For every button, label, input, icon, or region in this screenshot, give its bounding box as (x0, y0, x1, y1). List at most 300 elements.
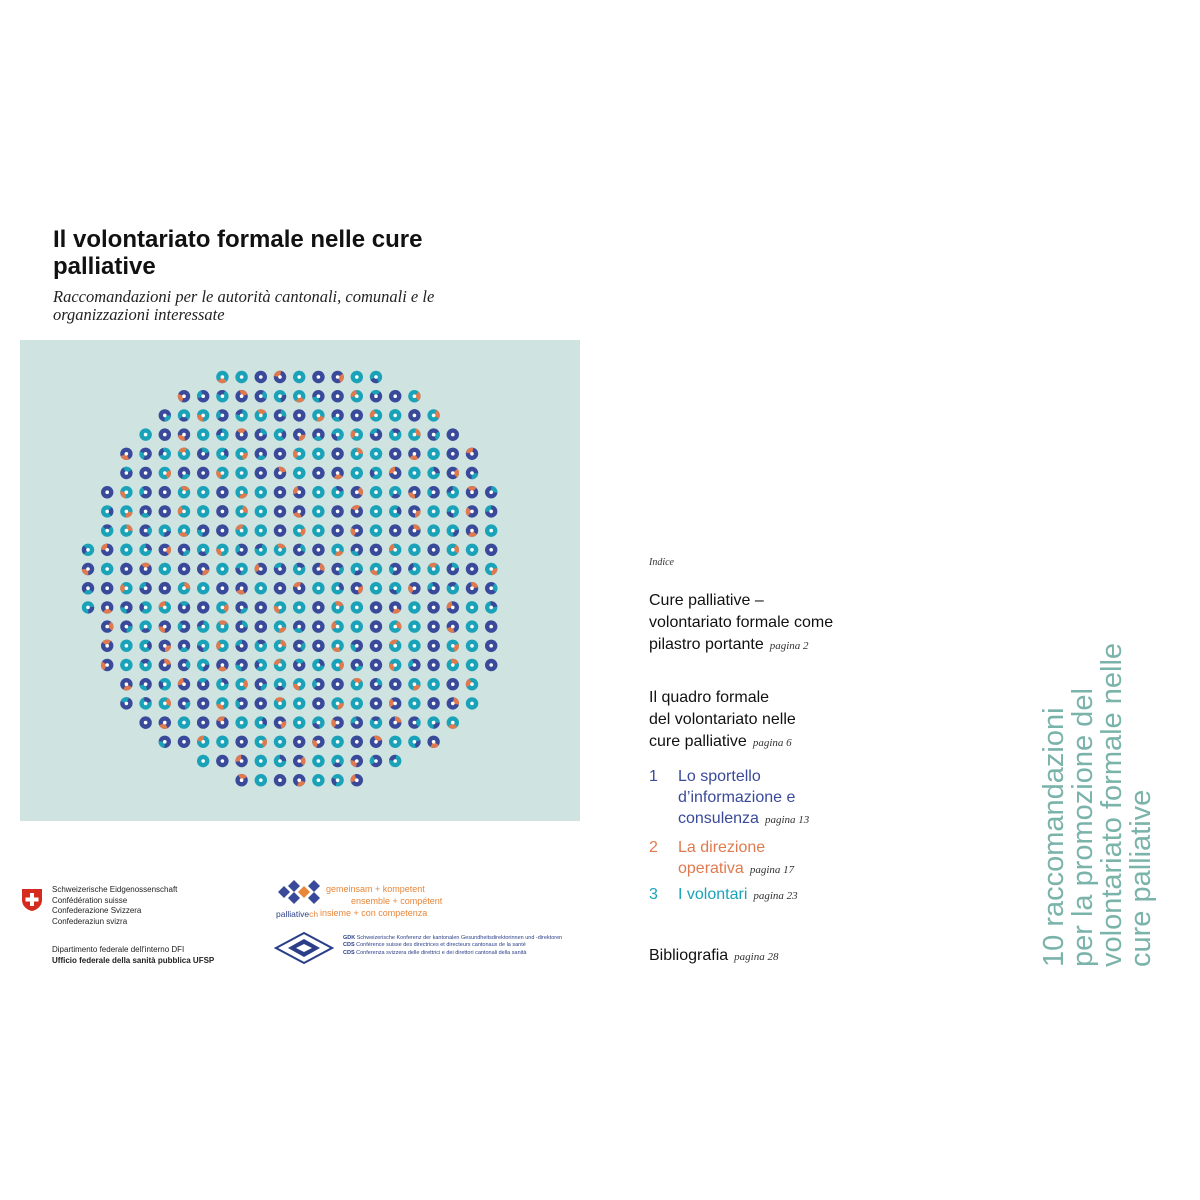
illustration-dot (255, 774, 267, 786)
illustration-dot (389, 467, 401, 479)
illustration-dot (389, 409, 401, 421)
illustration-dot (274, 774, 286, 786)
illustration-dot (101, 486, 113, 498)
illustration-dot (255, 620, 267, 632)
illustration-dot (139, 544, 151, 556)
toc-entry-line: del volontariato nelle (649, 711, 796, 728)
illustration-dot (159, 582, 171, 594)
illustration-dot (466, 467, 478, 479)
illustration-dot (466, 659, 478, 671)
vertical-title-line: cure palliative (1125, 789, 1157, 967)
illustration-dot (159, 716, 171, 728)
illustration-dot (370, 678, 382, 690)
illustration-dot (274, 620, 286, 632)
illustration-dot (351, 544, 363, 556)
illustration-dot (120, 601, 132, 613)
toc-entry-cure-palliative[interactable] (649, 590, 833, 657)
illustration-dot (120, 486, 132, 498)
illustration-dot (351, 467, 363, 479)
illustration-dot (255, 371, 267, 383)
illustration-dot (255, 582, 267, 594)
illustration-dot (389, 640, 401, 652)
illustration-dot (178, 505, 190, 517)
illustration-dot (139, 467, 151, 479)
illustration-dot (447, 448, 459, 460)
illustration-dot (312, 620, 324, 632)
illustration-dot (101, 544, 113, 556)
recommendation-number: 1 (649, 768, 658, 785)
illustration-dot (235, 448, 247, 460)
illustration-dot (389, 697, 401, 709)
illustration-dot (331, 505, 343, 517)
illustration-dot (216, 486, 228, 498)
illustration-dot (293, 697, 305, 709)
illustration-dot (293, 371, 305, 383)
illustration-dot (427, 659, 439, 671)
illustration-dot (408, 716, 420, 728)
illustration-dot (331, 428, 343, 440)
illustration-dot (312, 505, 324, 517)
illustration-dot (216, 505, 228, 517)
illustration-dot (159, 467, 171, 479)
illustration-dot (235, 678, 247, 690)
illustration-dot (293, 390, 305, 402)
illustration-dot (427, 697, 439, 709)
illustration-dot (293, 678, 305, 690)
illustration-dot (178, 409, 190, 421)
document-subtitle: Raccomandazioni per le autorità cantonali, comunali e le organizzazioni interessate (53, 287, 435, 324)
illustration-dot (274, 448, 286, 460)
illustration-dot (216, 697, 228, 709)
swiss-shield-icon (20, 888, 44, 912)
illustration-dot (216, 755, 228, 767)
page-reference: pagina 2 (769, 640, 809, 652)
illustration-dot (159, 640, 171, 652)
illustration-dot (274, 582, 286, 594)
illustration-dot (312, 486, 324, 498)
illustration-dot (139, 582, 151, 594)
cds-fr-line: CDS Conférence suisse des directrices et directeurs cantonaux de la santé (343, 942, 526, 949)
illustration-dot (312, 563, 324, 575)
vertical-series-title (1040, 622, 1160, 967)
illustration-dot (255, 505, 267, 517)
illustration-dot (197, 563, 209, 575)
illustration-dot (370, 428, 382, 440)
illustration-dot (331, 409, 343, 421)
illustration-dot (178, 716, 190, 728)
illustration-dot (216, 563, 228, 575)
illustration-dot (447, 544, 459, 556)
illustration-dot (197, 448, 209, 460)
illustration-dot (274, 390, 286, 402)
illustration-dot (101, 563, 113, 575)
illustration-dot (447, 620, 459, 632)
illustration-dot (216, 620, 228, 632)
illustration-dot (293, 505, 305, 517)
illustration-dot (139, 659, 151, 671)
illustration-dot (466, 448, 478, 460)
illustration-dot (447, 505, 459, 517)
illustration-dot (216, 736, 228, 748)
illustration-dot (274, 678, 286, 690)
illustration-dot (485, 601, 497, 613)
illustration-dot (178, 678, 190, 690)
illustration-dot (447, 563, 459, 575)
illustration-dot (427, 428, 439, 440)
illustration-dot (408, 640, 420, 652)
illustration-dot (216, 371, 228, 383)
illustration-dot (139, 716, 151, 728)
illustration-dot (312, 409, 324, 421)
illustration-dot (447, 659, 459, 671)
illustration-dot (235, 736, 247, 748)
illustration-dot (293, 716, 305, 728)
cover-illustration (20, 340, 580, 821)
illustration-dot (389, 448, 401, 460)
illustration-dot (216, 659, 228, 671)
illustration-dot (351, 582, 363, 594)
illustration-dot (159, 678, 171, 690)
illustration-dot (120, 448, 132, 460)
illustration-dot (235, 659, 247, 671)
illustration-dot (235, 505, 247, 517)
illustration-dot (120, 640, 132, 652)
illustration-dot (255, 428, 267, 440)
illustration-dot (331, 620, 343, 632)
confederation-name-it: Confederazione Svizzera (52, 906, 142, 915)
illustration-dot (408, 409, 420, 421)
illustration-dot (159, 428, 171, 440)
illustration-dot (331, 390, 343, 402)
illustration-dot (139, 697, 151, 709)
illustration-dot (293, 524, 305, 536)
gdk-emblem-icon (274, 932, 334, 964)
illustration-dot (312, 448, 324, 460)
illustration-dot (120, 678, 132, 690)
illustration-dot (351, 620, 363, 632)
illustration-dot (466, 640, 478, 652)
illustration-dot (178, 640, 190, 652)
illustration-dot (485, 524, 497, 536)
illustration-dot (197, 390, 209, 402)
illustration-dot (235, 601, 247, 613)
illustration-dot (408, 524, 420, 536)
illustration-dot (216, 640, 228, 652)
illustration-dot (447, 428, 459, 440)
illustration-dot (408, 736, 420, 748)
illustration-dot (389, 486, 401, 498)
illustration-dot (197, 524, 209, 536)
illustration-dot (466, 620, 478, 632)
illustration-dot (274, 524, 286, 536)
illustration-dot (216, 409, 228, 421)
illustration-dot (235, 755, 247, 767)
illustration-dot (427, 601, 439, 613)
illustration-dot (408, 448, 420, 460)
illustration-dot (466, 505, 478, 517)
illustration-dot (427, 678, 439, 690)
illustration-dot (293, 640, 305, 652)
toc-label: Indice (649, 557, 674, 568)
toc-entry-line: Il quadro formale (649, 689, 770, 706)
illustration-dot (293, 467, 305, 479)
palliative-wordmark (276, 909, 318, 919)
illustration-dot (331, 774, 343, 786)
slogan-de: gemeinsam + kompetent (326, 884, 425, 894)
illustration-dot (351, 448, 363, 460)
illustration-dot (197, 467, 209, 479)
illustration-dot (159, 697, 171, 709)
illustration-dot (427, 524, 439, 536)
toc-entry-quadro-formale[interactable] (649, 687, 796, 754)
illustration-dot (351, 736, 363, 748)
illustration-dot (370, 448, 382, 460)
illustration-dot (351, 601, 363, 613)
illustration-dot (427, 467, 439, 479)
illustration-dot (255, 544, 267, 556)
toc-entry-line: Cure palliative – (649, 592, 764, 609)
illustration-dot (255, 716, 267, 728)
illustration-dot (216, 467, 228, 479)
illustration-dot (197, 486, 209, 498)
illustration-dot (485, 582, 497, 594)
illustration-dot (466, 486, 478, 498)
illustration-dot (159, 563, 171, 575)
illustration-dot (351, 697, 363, 709)
illustration-dot (235, 486, 247, 498)
illustration-dot (466, 544, 478, 556)
illustration-dot (427, 640, 439, 652)
illustration-dot (485, 659, 497, 671)
illustration-dot (178, 390, 190, 402)
illustration-dot (293, 774, 305, 786)
illustration-dot (370, 467, 382, 479)
illustration-dot (293, 620, 305, 632)
illustration-dot (101, 601, 113, 613)
illustration-dot (120, 505, 132, 517)
slogan-it: insieme + con competenza (320, 908, 428, 918)
illustration-dot (82, 544, 94, 556)
illustration-dot (351, 716, 363, 728)
illustration-dot (255, 390, 267, 402)
illustration-dot (235, 640, 247, 652)
recommendation-number: 2 (649, 839, 658, 856)
illustration-dot (370, 736, 382, 748)
illustration-dot (159, 601, 171, 613)
illustration-dot (274, 467, 286, 479)
gdk-line: GDK Schweizerische Konferenz der kantonalen Gesundheitsdirektorinnen und -direktoren (343, 935, 563, 941)
illustration-dot (293, 601, 305, 613)
illustration-dot (197, 659, 209, 671)
illustration-dot (178, 544, 190, 556)
illustration-dot (216, 601, 228, 613)
toc-entry-line: pilastro portante pagina 2 (649, 636, 809, 653)
illustration-dot (389, 620, 401, 632)
illustration-dot (331, 486, 343, 498)
page-reference: pagina 6 (752, 737, 792, 749)
illustration-dot (370, 544, 382, 556)
illustration-dot (389, 544, 401, 556)
illustration-dot (235, 716, 247, 728)
illustration-dot (139, 428, 151, 440)
illustration-dot (159, 736, 171, 748)
illustration-dot (370, 505, 382, 517)
illustration-dot (408, 428, 420, 440)
illustration-dot (274, 486, 286, 498)
illustration-dot (120, 582, 132, 594)
illustration-dot (235, 697, 247, 709)
illustration-dot (274, 716, 286, 728)
illustration-dot (101, 640, 113, 652)
illustration-dot (274, 736, 286, 748)
illustration-dot (139, 601, 151, 613)
illustration-dot (120, 659, 132, 671)
illustration-dot (255, 486, 267, 498)
illustration-dot (370, 524, 382, 536)
illustration-dot (370, 409, 382, 421)
illustration-dot (274, 563, 286, 575)
illustration-dot (139, 486, 151, 498)
illustration-dot (235, 582, 247, 594)
illustration-dot (331, 697, 343, 709)
illustration-dot (235, 428, 247, 440)
illustration-dot (389, 678, 401, 690)
illustration-dot (370, 640, 382, 652)
illustration-dot (351, 409, 363, 421)
illustration-dot (178, 448, 190, 460)
illustration-dot (466, 678, 478, 690)
illustration-dot (408, 390, 420, 402)
illustration-dot (197, 409, 209, 421)
recommendation-title: I volontari pagina 23 (678, 886, 798, 903)
illustration-dot (235, 563, 247, 575)
illustration-dot (274, 428, 286, 440)
illustration-dot (312, 390, 324, 402)
illustration-dot (370, 716, 382, 728)
illustration-dot (235, 371, 247, 383)
illustration-dot (331, 659, 343, 671)
illustration-dot (370, 659, 382, 671)
illustration-dot (178, 524, 190, 536)
illustration-dot (485, 563, 497, 575)
illustration-dot (159, 409, 171, 421)
illustration-dot (389, 563, 401, 575)
document-title: Il volontariato formale nelle cure palliative (53, 226, 423, 280)
recommendation-title: Lo sportello d’informazione e consulenza pagina 13 (678, 768, 810, 827)
illustration-dot (447, 640, 459, 652)
illustration-dot (351, 678, 363, 690)
illustration-dot (293, 582, 305, 594)
illustration-dot (235, 544, 247, 556)
illustration-dot (178, 582, 190, 594)
illustration-dot (293, 544, 305, 556)
illustration-dot (120, 697, 132, 709)
illustration-dot (197, 697, 209, 709)
page-reference: pagina 23 (753, 890, 798, 902)
cds-it-line: CDS Conferenza svizzera delle direttrici e dei direttori cantonali della sanità (343, 949, 527, 956)
illustration-dot (101, 659, 113, 671)
illustration-dot (216, 390, 228, 402)
illustration-dot (216, 524, 228, 536)
illustration-dot (120, 544, 132, 556)
page-reference: pagina 17 (749, 864, 795, 876)
illustration-dot (178, 659, 190, 671)
illustration-dot (312, 755, 324, 767)
illustration-dot (408, 563, 420, 575)
illustration-dot (447, 697, 459, 709)
illustration-dot (466, 582, 478, 594)
illustration-dot (485, 544, 497, 556)
illustration-dot (331, 716, 343, 728)
illustration-dot (312, 467, 324, 479)
slogan-fr: ensemble + compétent (351, 896, 443, 906)
illustration-dot (82, 601, 94, 613)
illustration-dot (408, 486, 420, 498)
illustration-dot (274, 697, 286, 709)
illustration-dot (408, 582, 420, 594)
illustration-dot (312, 601, 324, 613)
dot-pattern-graphic (20, 340, 580, 821)
illustration-dot (178, 563, 190, 575)
toc-entry-bibliografia[interactable] (649, 945, 778, 968)
illustration-dot (351, 659, 363, 671)
illustration-dot (312, 371, 324, 383)
illustration-dot (447, 486, 459, 498)
illustration-dot (255, 601, 267, 613)
illustration-dot (139, 620, 151, 632)
illustration-dot (331, 448, 343, 460)
illustration-dot (255, 524, 267, 536)
illustration-dot (216, 716, 228, 728)
illustration-dot (351, 486, 363, 498)
illustration-dot (178, 486, 190, 498)
illustration-dot (216, 544, 228, 556)
illustration-dot (139, 563, 151, 575)
illustration-dot (466, 524, 478, 536)
illustration-dot (312, 640, 324, 652)
illustration-dot (159, 524, 171, 536)
illustration-dot (139, 505, 151, 517)
illustration-dot (293, 755, 305, 767)
illustration-dot (389, 736, 401, 748)
illustration-dot (331, 371, 343, 383)
illustration-dot (312, 774, 324, 786)
illustration-dot (331, 736, 343, 748)
illustration-dot (351, 640, 363, 652)
illustration-dot (139, 448, 151, 460)
illustration-dot (235, 390, 247, 402)
illustration-dot (274, 505, 286, 517)
illustration-dot (370, 371, 382, 383)
illustration-dot (389, 755, 401, 767)
illustration-dot (197, 620, 209, 632)
recommendation-title: La direzione operativa pagina 17 (678, 839, 795, 877)
illustration-dot (427, 505, 439, 517)
illustration-dot (389, 582, 401, 594)
illustration-dot (408, 659, 420, 671)
illustration-dot (485, 640, 497, 652)
illustration-dot (255, 448, 267, 460)
illustration-dot (331, 524, 343, 536)
illustration-dot (255, 697, 267, 709)
illustration-dot (274, 371, 286, 383)
illustration-dot (255, 409, 267, 421)
illustration-dot (389, 390, 401, 402)
illustration-dot (178, 428, 190, 440)
illustration-dot (466, 563, 478, 575)
illustration-dot (312, 582, 324, 594)
illustration-dot (331, 563, 343, 575)
